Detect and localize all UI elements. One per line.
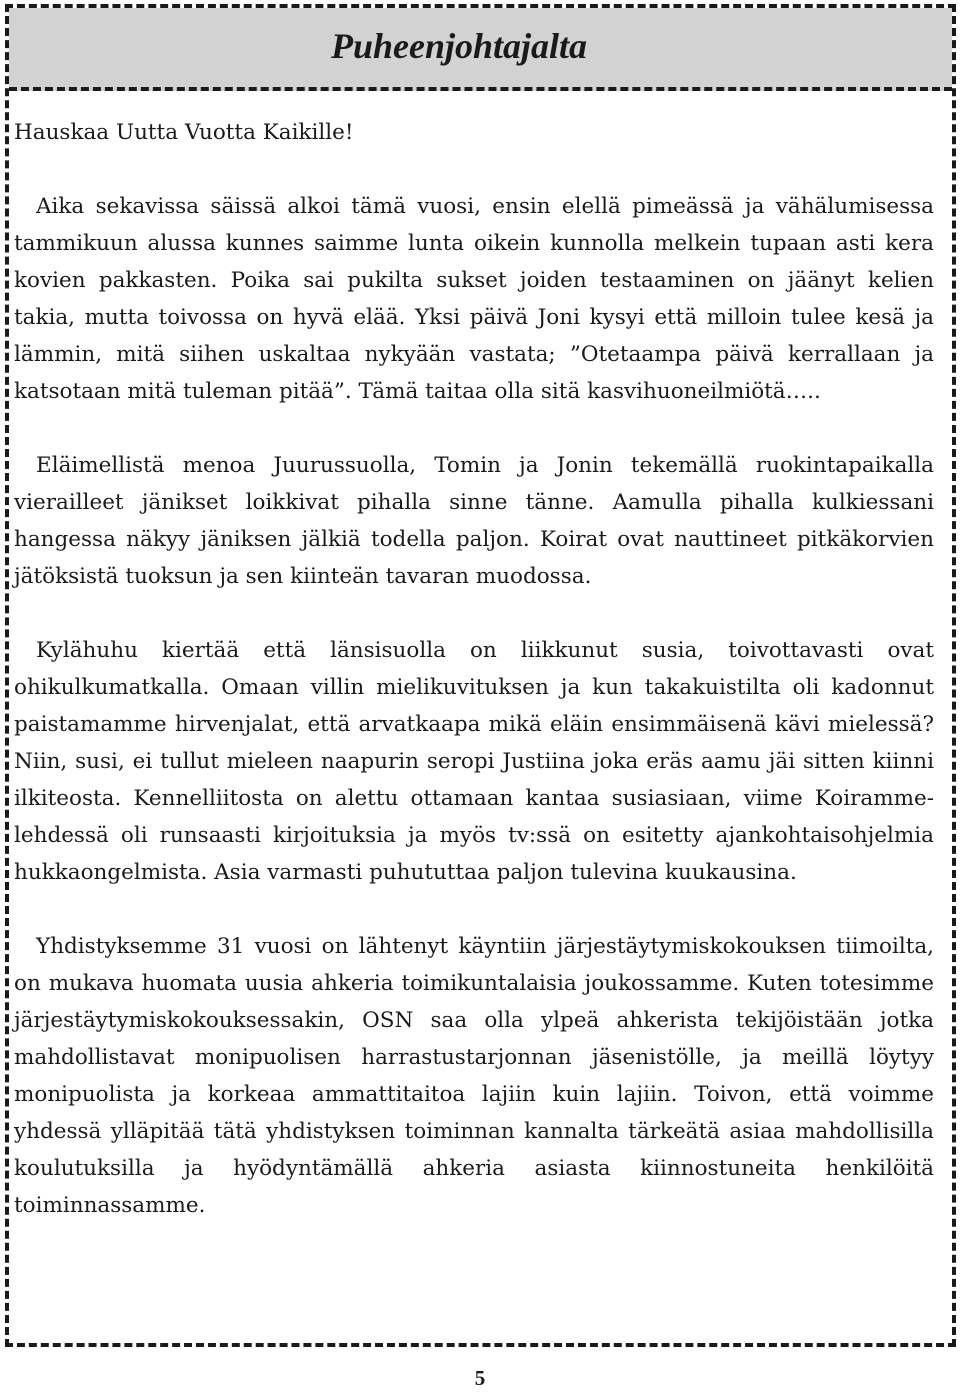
paragraph: Eläimellistä menoa Juurussuolla, Tomin ja Jonin tekemällä ruokintapaikalla vierailleet jänikset loikkivat pihalla sinne tänne. Aamulla pihalla kulkiessani hangessa näkyy jäniksen jälkiä todella paljon. Koirat ovat nauttineet pitkäkorvien jätöksistä tuoksun ja sen kiinteän tavaran muodossa. [14, 453, 934, 589]
greeting: Hauskaa Uutta Vuotta Kaikille! [14, 120, 354, 145]
section-header [9, 8, 952, 91]
paragraph: Kylähuhu kiertää että länsisuolla on liikkunut susia, toivottavasti ovat ohikulkumatkalla. Omaan villin mielikuvituksen ja kun takakuistilta oli kadonnut paistamamme hirvenjalat, että arvatkaapa mikä eläin ensimmäisenä kävi mielessä? Niin, susi, ei tullut mieleen naapurin seropi Justiina joka eräs aamu jäi sitten kiinni ilkiteosta. Kennelliitosta on alettu ottamaan kantaa susiasiaan, viime Koiramme-lehdessä oli runsaasti kirjoituksia ja myös tv:ssä on esitetty ajankohtaisohjelmia hukkaongelmista. Asia varmasti puhututtaa paljon tulevina kuukausina. [14, 638, 934, 885]
section-title: Puheenjohtajalta [331, 26, 588, 66]
paragraph: Yhdistyksemme 31 vuosi on lähtenyt käyntiin järjestäytymiskokouksen tiimoilta, on mukava huomata uusia ahkeria toimikuntalaisia joukossamme. Kuten totesimme järjestäytymiskokouksessakin, OSN saa olla ylpeä ahkerista tekijöistään jotka mahdollistavat monipuolisen harrastustarjonnan jäsenistölle, ja meillä löytyy monipuolista ja korkeaa ammattitaitoa lajiin kuin lajiin. Toivon, että voimme yhdessä ylläpitää tätä yhdistyksen toiminnan kannalta tärkeätä asiaa mahdollisilla koulutuksilla ja hyödyntämällä ahkeria asiasta kiinnostuneita henkilöitä toiminnassamme. [14, 934, 934, 1218]
page-number: 5 [474, 1366, 486, 1390]
paragraph: Aika sekavissa säissä alkoi tämä vuosi, ensin elellä pimeässä ja vähälumisessa tammikuun alussa kunnes saimme lunta oikein kunnolla melkein tupaan asti kera kovien pakkasten. Poika sai pukilta sukset joiden testaaminen on jäänyt kelien takia, mutta toivossa on hyvä elää. Yksi päivä Joni kysyi että milloin tulee kesä ja lämmin, mitä siihen uskaltaa nykyään vastata; ”Otetaampa päivä kerrallaan ja katsotaan mitä tuleman pitää”. Tämä taitaa olla sitä kasvihuoneilmiötä….. [14, 194, 934, 404]
article-body [14, 114, 934, 1224]
